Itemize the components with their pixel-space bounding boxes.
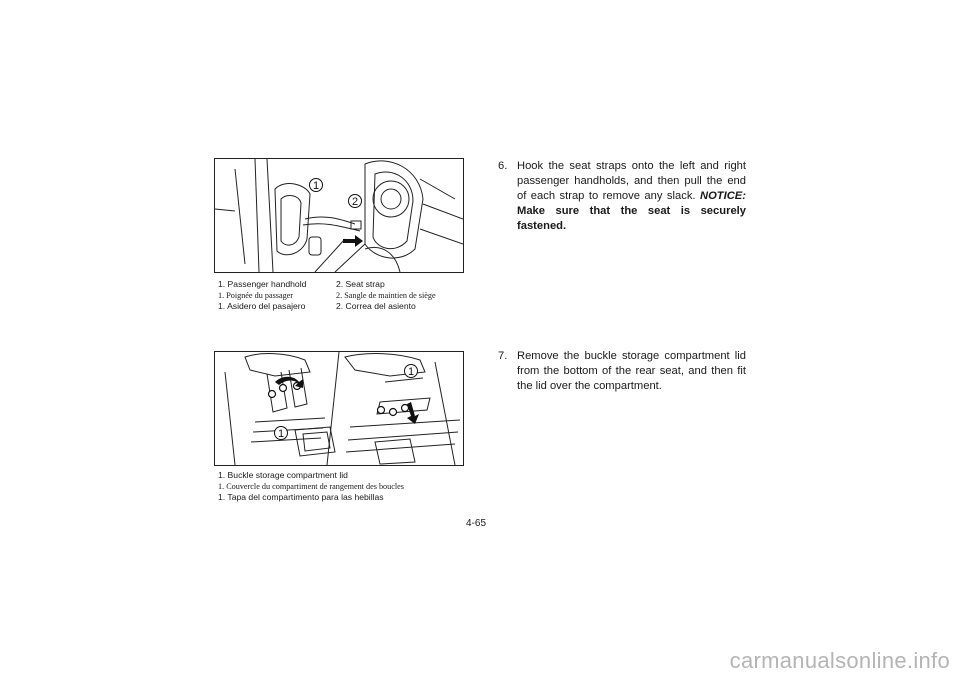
step-text <box>517 159 746 234</box>
notice-label: NOTICE: <box>700 190 746 202</box>
figure1-caption <box>218 279 468 312</box>
caption-item-1: 1. Tapa del compartimento para las hebillas <box>218 492 384 502</box>
caption-item-2: 2. Sangle de maintien de siège <box>336 291 436 300</box>
caption-row-fr <box>218 481 478 492</box>
callout-1-left: 1 <box>277 428 285 440</box>
callout-1: 1 <box>312 180 320 192</box>
caption-row-en <box>218 470 478 481</box>
step-number: 7. <box>498 350 508 362</box>
step-instruction: Remove the buckle storage compartment lid from the bottom of the rear seat, and then fit the lid over the compartment. <box>517 350 746 392</box>
down-arrow-icon <box>407 402 419 424</box>
callout-2: 2 <box>351 196 359 208</box>
rotate-arrow-icon <box>275 377 303 388</box>
caption-row-es <box>218 492 478 503</box>
step-6 <box>498 159 746 234</box>
seat-strap-drawing <box>215 159 463 272</box>
step-instruction: Hook the seat straps onto the left and right passenger handholds, and then pull the end of each strap to remove any slack. <box>517 160 746 202</box>
callout-1-right: 1 <box>407 366 415 378</box>
caption-row-es <box>218 301 468 312</box>
step-7 <box>498 349 746 394</box>
step-number: 6. <box>498 160 508 172</box>
figure2-caption <box>218 470 478 503</box>
caption-item-2: 2. Correa del asiento <box>336 301 416 311</box>
seat-strap-illustration <box>214 158 464 273</box>
caption-item-1: 1. Buckle storage compartment lid <box>218 470 348 480</box>
step-text <box>517 349 746 394</box>
caption-item-1: 1. Couvercle du compartiment de rangement des boucles <box>218 482 404 491</box>
caption-item-1: 1. Asidero del pasajero <box>218 301 306 311</box>
notice-text: Make sure that the seat is securely fastened. <box>517 205 746 232</box>
caption-row-en <box>218 279 468 290</box>
pull-arrow-icon <box>343 235 363 247</box>
buckle-compartment-drawing <box>215 352 463 465</box>
caption-item-2: 2. Seat strap <box>336 279 385 289</box>
caption-row-fr <box>218 290 468 301</box>
page-number: 4-65 <box>466 518 487 529</box>
buckle-compartment-illustration <box>214 351 464 466</box>
watermark: carmanualsonline.info <box>729 648 950 673</box>
caption-item-1: 1. Passenger handhold <box>218 279 307 289</box>
caption-item-1: 1. Poignée du passager <box>218 291 294 300</box>
